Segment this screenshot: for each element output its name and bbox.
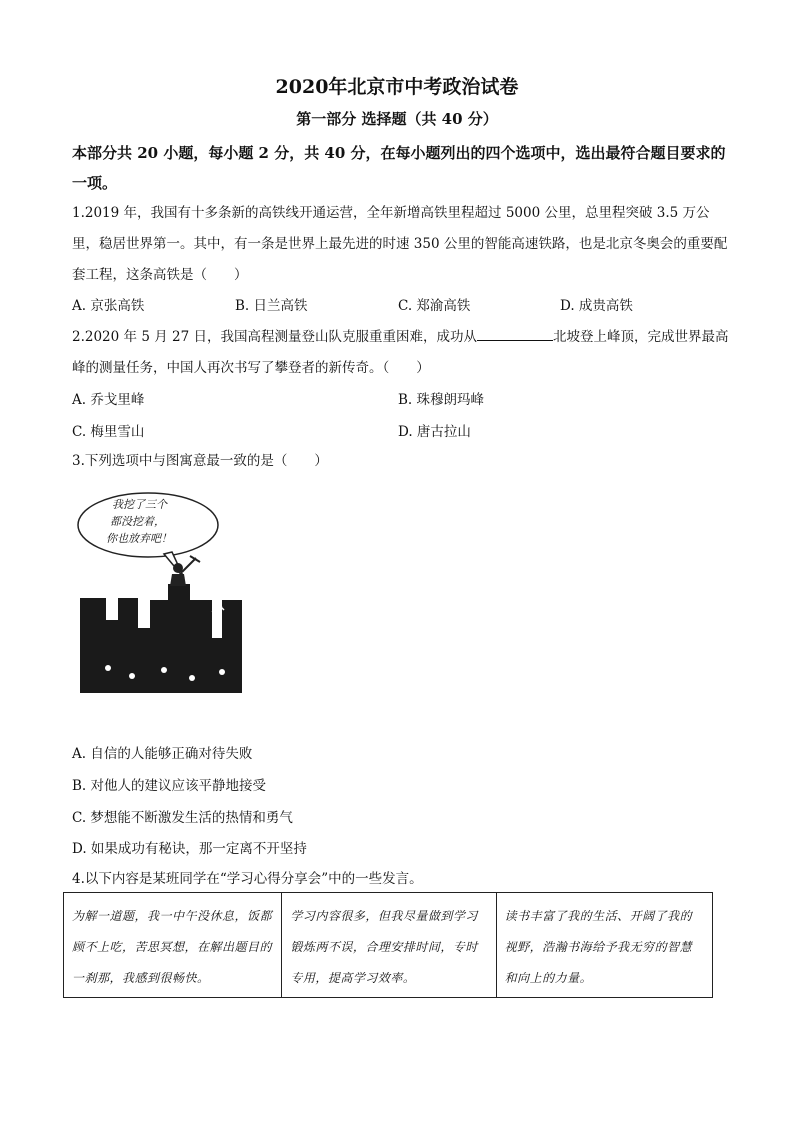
exam-title: 2020年北京市中考政治试卷 <box>275 76 519 98</box>
q2-option-d[interactable]: D. 唐古拉山 <box>398 424 471 440</box>
q1-option-b[interactable]: B. 日兰高铁 <box>235 298 308 314</box>
question-1-text: 1.2019 年，我国有十多条新的高铁线开通运营，全年新增高铁里程超过 5000 公里，总里程突破 3.5 万公里，稳居世界第一。其中，有一条是世界上最先进的时速 350 公里的智能高速铁路，也是北京冬奥会的重要配套工程，这条高铁是（ ） <box>72 205 728 283</box>
q2-text-before: 2.2020 年 5 月 27 日，我国高程测量登山队克服重重困难，成功从 <box>72 329 477 345</box>
q2-blank <box>477 326 553 341</box>
q2-text-after: 北坡登上峰顶，完成世界最高峰的测量任务，中国人再次书写了攀登者的新传奇。（ ） <box>72 329 729 376</box>
gem-icon <box>129 673 135 679</box>
speech-line-3: 你也放弃吧！ <box>106 532 172 545</box>
q3-option-c[interactable]: C. 梦想能不断激发生活的热情和勇气 <box>72 810 293 826</box>
q2-option-b[interactable]: B. 珠穆朗玛峰 <box>398 392 485 408</box>
speech-line-2: 都没挖着， <box>110 515 165 528</box>
digger-body <box>170 574 186 586</box>
question-3-text: 3.下列选项中与图寓意最一致的是（ ） <box>72 453 328 469</box>
cartoon-drawing <box>72 488 247 694</box>
gem-icon <box>105 665 111 671</box>
speeches-table <box>63 892 713 998</box>
table-cell: 为解一道题，我一中午没休息，饭都顾不上吃，苦思冥想，在解出题目的一刹那，我感到很畅快。 <box>72 909 273 985</box>
section-instructions: 本部分共 20 小题，每小题 2 分，共 40 分，在每小题列出的四个选项中，选出最符合题目要求的一项。 <box>72 144 726 192</box>
section-heading: 第一部分 选择题（共 40 分） <box>296 110 498 128</box>
speech-line-1: 我挖了三个 <box>112 498 167 511</box>
question-4-text: 4.以下内容是某班同学在“学习心得分享会”中的一些发言。 <box>72 871 423 887</box>
q1-option-a[interactable]: A. 京张高铁 <box>72 298 145 314</box>
pickaxe-icon <box>182 556 200 572</box>
q2-option-c[interactable]: C. 梅里雪山 <box>72 424 145 440</box>
q1-option-c[interactable]: C. 郑渝高铁 <box>398 298 471 314</box>
question-2-text <box>72 322 732 384</box>
q3-option-b[interactable]: B. 对他人的建议应该平静地接受 <box>72 778 267 794</box>
gem-icon <box>161 667 167 673</box>
gem-icon <box>189 675 195 681</box>
gem-icon <box>219 669 225 675</box>
table-cell: 学习内容很多，但我尽量做到学习锻炼两不误，合理安排时间，专时专用，提高学习效率。 <box>281 893 495 997</box>
ground-shape <box>80 584 242 693</box>
q3-option-a[interactable]: A. 自信的人能够正确对待失败 <box>72 746 253 762</box>
q2-option-a[interactable]: A. 乔戈里峰 <box>72 392 145 408</box>
table-cell: 读书丰富了我的生活、开阔了我的视野，浩瀚书海给予我无穷的智慧和向上的力量。 <box>496 893 712 997</box>
q3-option-d[interactable]: D. 如果成功有秘诀，那一定离不开坚持 <box>72 841 307 857</box>
q1-option-d[interactable]: D. 成贵高铁 <box>560 298 633 314</box>
digger-2-head <box>212 616 220 624</box>
cartoon-image <box>72 488 247 694</box>
